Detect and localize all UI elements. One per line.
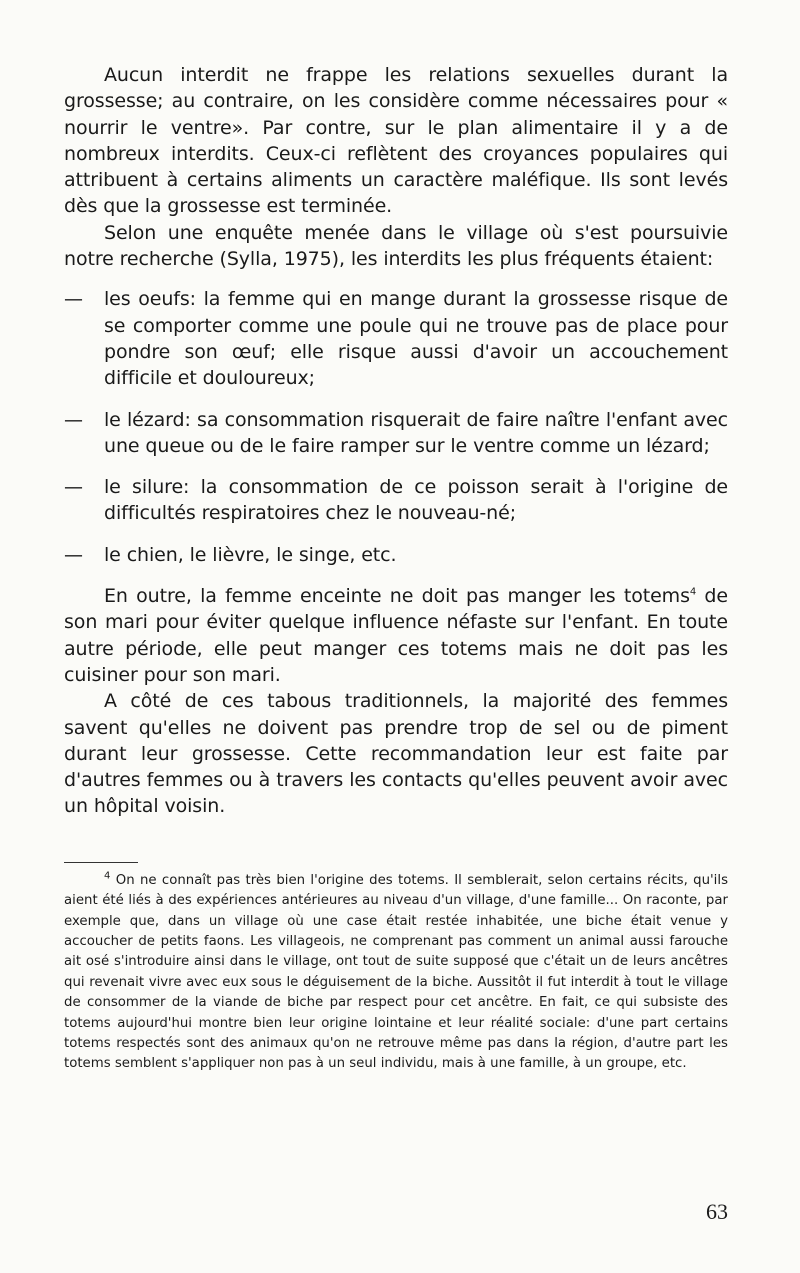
footnote: [64, 871, 728, 1075]
paragraph-survey: Selon une enquête menée dans le village où s'est poursuivie notre recherche (Sylla, 1975), les interdits les plus fréquents étaient:: [64, 221, 728, 271]
list-item-text: le lézard: sa consommation risquerait de faire naître l'enfant avec une queue ou de le faire ramper sur le ventre comme un lézard;: [104, 408, 728, 457]
paragraph-totems-start: En outre, la femme enceinte ne doit pas manger les totems: [104, 585, 690, 608]
footnote-divider: [64, 862, 138, 863]
list-dash: —: [64, 408, 83, 431]
list-item-lizard: [64, 407, 728, 460]
page-number: 63: [706, 1199, 728, 1224]
paragraph-totems-end: de son mari pour éviter quelque influence néfaste sur l'enfant. En toute autre période, elle peut manger ces totems mais ne doit pas les cuisiner pour son mari.: [64, 585, 728, 686]
list-dash: —: [64, 288, 83, 311]
list-item-text: le chien, le lièvre, le singe, etc.: [104, 543, 397, 566]
list-item-catfish: [64, 474, 728, 527]
paragraph-totems: [64, 583, 728, 688]
list-item-eggs: [64, 286, 728, 391]
footnote-number: 4: [104, 870, 111, 882]
list-item-other-animals: [64, 542, 728, 568]
list-dash: —: [64, 543, 83, 566]
list-item-text: le silure: la consommation de ce poisson serait à l'origine de difficultés respiratoires chez le nouveau-né;: [104, 476, 728, 525]
list-item-text: les oeufs: la femme qui en mange durant la grossesse risque de se comporter comme une poule qui ne trouve pas de place pour pondre son œuf; elle risque aussi d'avoir un accouchement difficile et douloureux;: [104, 288, 728, 390]
page-body: [64, 62, 728, 1075]
paragraph-intro: Aucun interdit ne frappe les relations sexuelles durant la grossesse; au contraire, on les considère comme nécessaires pour « nourrir le ventre». Par contre, sur le plan alimentaire il y a de nombreux interdits. Ceux-ci reflètent des croyances populaires qui attribuent à certains aliments un caractère maléfique. Ils sont levés dès que la grossesse est terminée.: [64, 64, 728, 218]
footnote-reference[interactable]: 4: [689, 586, 697, 598]
paragraph-taboos: A côté de ces tabous traditionnels, la majorité des femmes savent qu'elles ne doivent pas prendre trop de sel ou de piment durant leur grossesse. Cette recommandation leur est faite par d'autres femmes ou à travers les contacts qu'elles peuvent avoir avec un hôpital voisin.: [64, 690, 728, 818]
list-dash: —: [64, 476, 83, 499]
footnote-text: On ne connaît pas très bien l'origine des totems. Il semblerait, selon certains récits, qu'ils aient été liés à des expériences antérieures au niveau d'un village, d'une famille... On raconte, par exemple que, dans un village où une case était restée inhabitée, une biche était venue y accoucher de petits faons. Les villageois, ne comprenant pas comment un animal aussi farouche ait osé s'introduire ainsi dans le village, ont tout de suite supposé que c'était un de leurs ancêtres qui revenait vivre avec eux sous le déguisement de la biche. Aussitôt il fut interdit à tout le village de consommer de la viande de biche par respect pour cet ancêtre. En fait, ce qui subsiste des totems aujourd'hui montre bien leur origine lointaine et leur réalité sociale: d'une part certains totems respectés sont des animaux qu'on ne retrouve même pas dans la région, d'autre part les totems semblent s'appliquer non pas à un seul individu, mais à une famille, à un groupe, etc.: [64, 872, 729, 1072]
